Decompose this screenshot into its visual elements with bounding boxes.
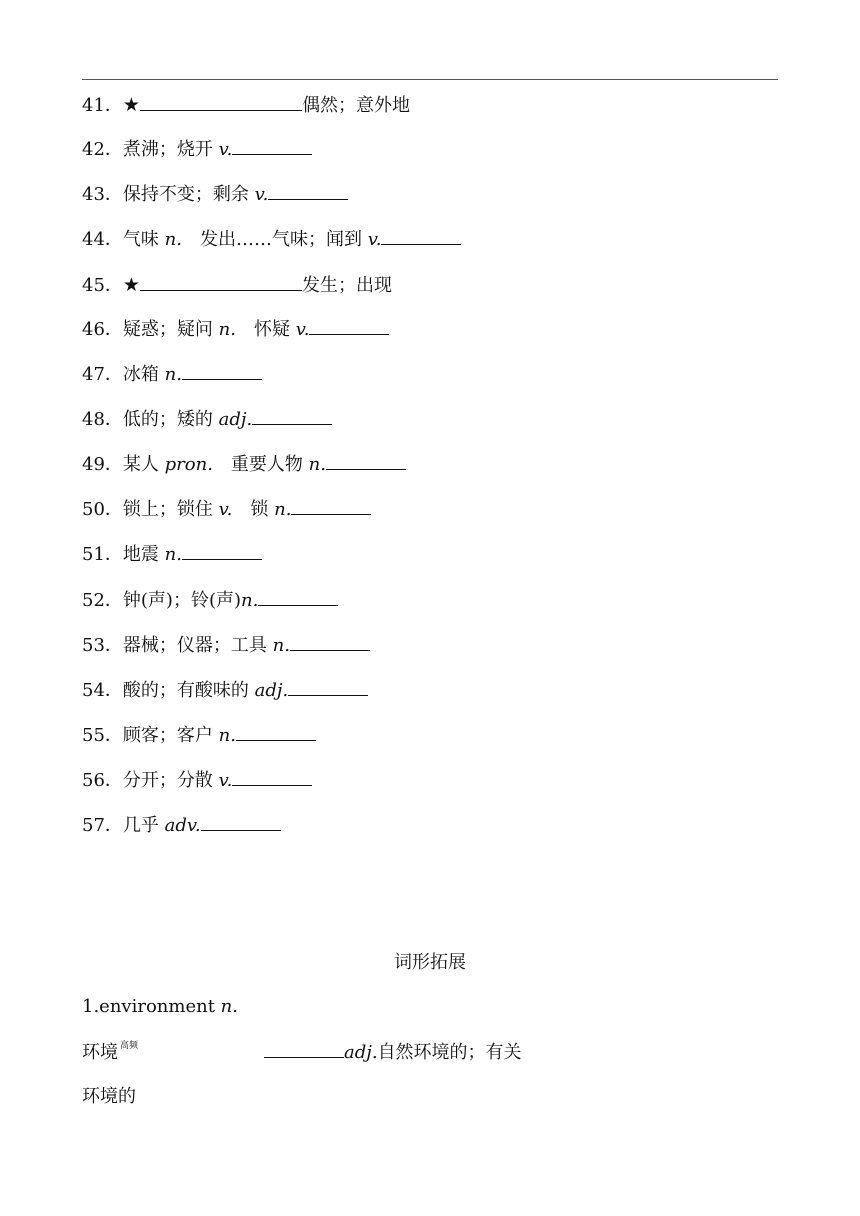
part-of-speech: adj.: [218, 409, 253, 430]
answer-blank[interactable]: [140, 274, 302, 291]
answer-blank[interactable]: [236, 724, 316, 741]
star-icon: ★: [122, 94, 140, 116]
answer-blank[interactable]: [201, 814, 281, 831]
answer-blank[interactable]: [288, 679, 368, 696]
item-meaning: 疑惑；疑问: [122, 319, 219, 340]
derived-meaning-cont: 环境的: [82, 1086, 136, 1107]
part-of-speech: adj.: [344, 1042, 378, 1063]
item-meaning: 器械；仪器；工具: [122, 635, 273, 656]
part-of-speech: v.: [254, 184, 269, 205]
item-meaning: 保持不变；剩余: [122, 184, 255, 205]
item-meaning: 某人: [122, 454, 165, 475]
answer-blank[interactable]: [309, 318, 389, 335]
vocab-item-49: [82, 453, 406, 477]
vocab-item-43: [82, 183, 348, 207]
frequency-mark: 高频: [120, 1041, 139, 1051]
item-number: 42．: [82, 139, 123, 160]
part-of-speech: adv.: [164, 815, 201, 836]
section-title: 词形拓展: [394, 952, 466, 973]
answer-blank[interactable]: [268, 183, 348, 200]
answer-blank[interactable]: [182, 543, 262, 560]
vocab-item-44: [82, 228, 461, 252]
item-number: 47．: [82, 364, 123, 385]
item-number: 50．: [82, 499, 123, 520]
item-number: 55．: [82, 725, 123, 746]
answer-blank[interactable]: [140, 94, 302, 111]
vocab-item-46: [82, 318, 389, 342]
item-number: 46．: [82, 319, 123, 340]
item-meaning: 酸的；有酸味的: [122, 680, 255, 701]
item-meaning: 地震: [122, 544, 165, 565]
item-number: 54．: [82, 680, 123, 701]
part-of-speech: n.: [308, 454, 326, 475]
part-of-speech: pron.: [164, 454, 213, 475]
vocab-item-47: [82, 363, 262, 387]
star-icon: ★: [122, 274, 140, 296]
item-meaning: 锁上；锁住: [122, 499, 219, 520]
word-form-meaning-line: [82, 1041, 138, 1068]
part-of-speech: n.: [164, 364, 182, 385]
item-meaning: 钟(声)；铃(声): [122, 590, 241, 611]
item-meaning: 顾客；客户: [122, 725, 219, 746]
item-number: 49．: [82, 454, 123, 475]
item-number: 56．: [82, 770, 123, 791]
vocab-item-52: [82, 589, 338, 613]
answer-blank[interactable]: [290, 634, 370, 651]
part-of-speech: v.: [218, 499, 233, 520]
part-of-speech: v.: [218, 139, 233, 160]
header-rule: [82, 79, 778, 80]
answer-blank[interactable]: [182, 363, 262, 380]
vocab-item-50: [82, 498, 371, 522]
item-number: 44．: [82, 229, 123, 250]
item-meaning: 偶然；意外地: [301, 95, 410, 116]
answer-blank[interactable]: [326, 453, 406, 470]
vocab-item-42: [82, 138, 312, 162]
item-meaning: 低的；矮的: [122, 409, 219, 430]
part-of-speech: n.: [274, 499, 292, 520]
item-meaning-2: 重要人物: [212, 454, 309, 475]
word-form-derived-cont: [82, 1085, 136, 1109]
part-of-speech: v.: [295, 319, 310, 340]
item-meaning: 几乎: [122, 815, 165, 836]
vocab-item-41: [82, 93, 410, 118]
item-meaning-2: 锁: [232, 499, 275, 520]
item-number: 45．: [82, 275, 123, 296]
answer-blank[interactable]: [264, 1041, 344, 1058]
item-number: 51．: [82, 544, 123, 565]
answer-blank[interactable]: [381, 228, 461, 245]
item-number: 41．: [82, 95, 123, 116]
part-of-speech: n.: [272, 635, 290, 656]
answer-blank[interactable]: [232, 769, 312, 786]
item-number: 57．: [82, 815, 123, 836]
part-of-speech: adj.: [254, 680, 289, 701]
item-number: 43．: [82, 184, 123, 205]
item-meaning: 分开；分散: [122, 770, 219, 791]
part-of-speech: n.: [164, 229, 182, 250]
item-meaning-2: 发出……气味；闻到: [181, 229, 368, 250]
vocab-item-45: [82, 273, 392, 298]
item-meaning-2: 怀疑: [235, 319, 296, 340]
vocab-item-54: [82, 679, 368, 703]
vocab-item-53: [82, 634, 370, 658]
answer-blank[interactable]: [232, 138, 312, 155]
item-number: 53．: [82, 635, 123, 656]
part-of-speech: v.: [367, 229, 382, 250]
headword-meaning: 环境: [82, 1042, 118, 1063]
word-form-heading: [82, 995, 238, 1019]
part-of-speech: n.: [220, 996, 238, 1017]
part-of-speech: n.: [218, 319, 236, 340]
item-number: 52．: [82, 590, 123, 611]
part-of-speech: n.: [164, 544, 182, 565]
item-meaning: 煮沸；烧开: [122, 139, 219, 160]
derived-meaning: 自然环境的；有关: [377, 1042, 522, 1063]
vocab-item-55: [82, 724, 316, 748]
item-meaning: 发生；出现: [301, 275, 392, 296]
item-number: 48．: [82, 409, 123, 430]
answer-blank[interactable]: [252, 408, 332, 425]
vocab-item-48: [82, 408, 332, 432]
vocab-item-57: [82, 814, 281, 838]
vocab-item-51: [82, 543, 262, 567]
part-of-speech: n.: [218, 725, 236, 746]
item-meaning: 冰箱: [122, 364, 165, 385]
part-of-speech: v.: [218, 770, 233, 791]
vocab-item-56: [82, 769, 312, 793]
part-of-speech: n.: [241, 590, 259, 611]
headword: 1.environment: [82, 996, 221, 1017]
answer-blank[interactable]: [258, 589, 338, 606]
answer-blank[interactable]: [291, 498, 371, 515]
word-form-derived: [264, 1041, 522, 1065]
item-meaning: 气味: [122, 229, 165, 250]
